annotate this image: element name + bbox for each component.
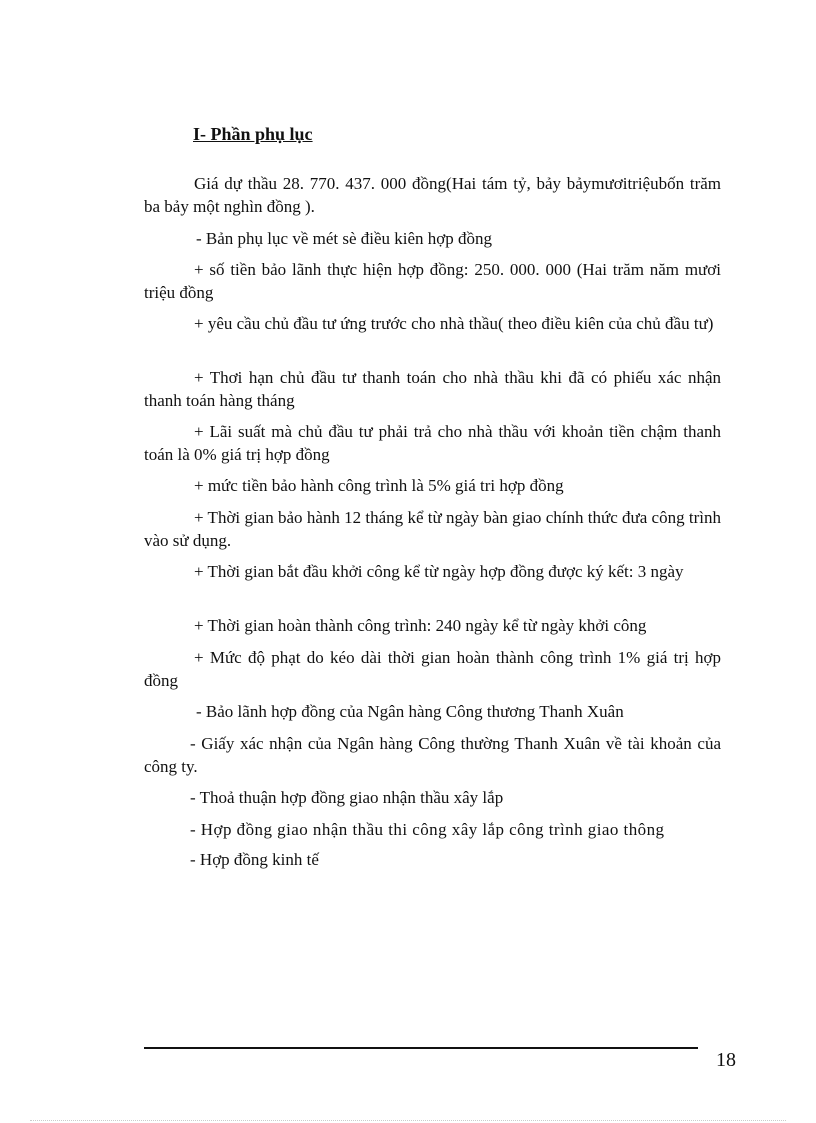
page-number: 18 xyxy=(716,1049,736,1071)
paragraph-guarantee-amount: + số tiền bảo lãnh thực hiện hợp đồng: 250. 000. 000 (Hai trăm năm mươi triệu đồng xyxy=(144,260,721,302)
footer-divider xyxy=(144,1047,698,1049)
paragraph-bid-price: Giá dự thầu 28. 770. 437. 000 đồng(Hai tám tỷ, bảy bảymươitriệubốn trăm ba bảy một nghìn đồng ). xyxy=(144,174,721,216)
paragraph-warranty-period: + Thời gian bảo hành 12 tháng kể từ ngày bàn giao chính thức đưa công trình vào sử dụng. xyxy=(144,508,721,550)
paragraph-construction-contract: - Hợp đồng giao nhận thầu thi công xây lắp công trình giao thông xyxy=(190,820,665,839)
paragraph-payment-deadline: + Thơi hạn chủ đầu tư thanh toán cho nhà thầu khi đã có phiếu xác nhận thanh toán hàng tháng xyxy=(144,368,721,410)
paragraph-contract-agreement: - Thoả thuận hợp đồng giao nhận thầu xây lắp xyxy=(190,788,504,807)
paragraph-start-time: + Thời gian bắt đầu khởi công kể từ ngày hợp đồng được ký kết: 3 ngày xyxy=(194,562,684,581)
paragraph-completion-time: + Thời gian hoàn thành công trình: 240 ngày kể từ ngày khởi công xyxy=(194,616,647,635)
paragraph-warranty-amount: + mức tiền bảo hành công trình là 5% giá tri hợp đồng xyxy=(194,476,564,495)
paragraph-appendix-conditions: - Bản phụ lục về mét sè điều kiên hợp đồng xyxy=(196,229,493,248)
section-heading: I- Phần phụ lục xyxy=(193,124,313,144)
paragraph-economic-contract: - Hợp đồng kinh tế xyxy=(190,850,319,869)
paragraph-advance-payment: + yêu cầu chủ đầu tư ứng trước cho nhà thầu( theo điều kiên của chủ đầu tư) xyxy=(194,314,714,333)
paragraph-bank-guarantee: - Bảo lãnh hợp đồng của Ngân hàng Công thương Thanh Xuân xyxy=(196,702,624,721)
paragraph-interest-rate: + Lãi suất mà chủ đầu tư phải trả cho nhà thầu với khoản tiền chậm thanh toán là 0% giá trị hợp đồng xyxy=(144,422,721,464)
paragraph-bank-confirmation: - Giấy xác nhận của Ngân hàng Công thường Thanh Xuân về tài khoản của công ty. xyxy=(144,734,721,776)
paragraph-penalty: + Mức độ phạt do kéo dài thời gian hoàn thành công trình 1% giá trị hợp đồng xyxy=(144,648,721,690)
page-bottom-edge xyxy=(30,1120,786,1121)
